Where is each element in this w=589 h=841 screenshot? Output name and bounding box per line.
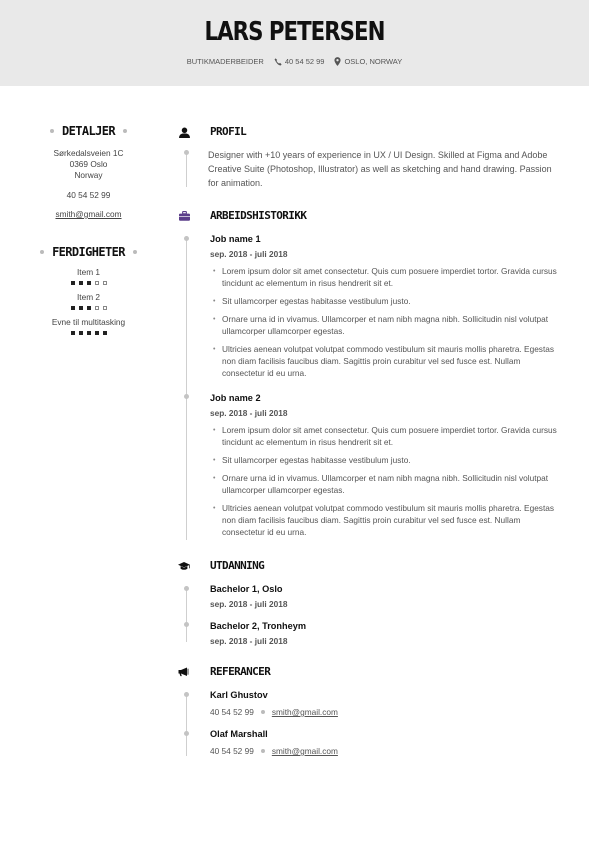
list-item: • Sit ullamcorper egestas habitasse vestibulum justo. — [213, 296, 558, 308]
reference-name-1: Karl Ghustov — [210, 690, 268, 700]
header-location — [334, 57, 402, 66]
job-bullets-1 — [213, 266, 558, 386]
reference-contact-1 — [210, 707, 338, 717]
skill-square-empty — [103, 306, 107, 310]
profile-heading — [178, 125, 247, 138]
skill-square-filled — [71, 331, 75, 335]
header-location-text: OSLO, NORWAY — [344, 57, 403, 66]
education-title-2: Bachelor 2, Tronheym — [210, 621, 306, 631]
list-item: • Ultricies aenean volutpat volutpat commodo vestibulum sit mauris mollis pharetra. Egestas non diam facilisis faucibus diam. Sagittis proin curabitur vel sed fusce est. Nullam consectetur id eu urna. — [213, 344, 558, 379]
skill-square-filled — [95, 331, 99, 335]
list-item: • Lorem ipsum dolor sit amet consectetur. Quis cum posuere imperdiet tortor. Gravida cursus tincidunt ac elementum in risus hendrerit sit et. — [213, 425, 558, 449]
megaphone-icon — [178, 666, 190, 678]
timeline-line — [186, 236, 187, 540]
separator-dot — [261, 749, 265, 753]
header-phone — [274, 57, 325, 66]
header — [0, 0, 589, 86]
education-dates-1: sep. 2018 - juli 2018 — [210, 599, 288, 609]
reference-phone: 40 54 52 99 — [210, 707, 254, 717]
left-column — [20, 124, 157, 335]
list-item: • Ultricies aenean volutpat volutpat commodo vestibulum sit mauris mollis pharetra. Egestas non diam facilisis faucibus diam. Sagittis proin curabitur vel sed fusce est. Nullam consectetur id eu urna. — [213, 503, 558, 538]
list-item: • Lorem ipsum dolor sit amet consectetur. Quis cum posuere imperdiet tortor. Gravida cursus tincidunt ac elementum in risus hendrerit sit et. — [213, 266, 558, 290]
references-heading — [178, 665, 271, 678]
address-line-3: Norway — [74, 170, 103, 180]
phone-icon — [274, 58, 282, 66]
reference-phone: 40 54 52 99 — [210, 746, 254, 756]
skill-square-filled — [71, 306, 75, 310]
graduation-cap-icon — [178, 560, 190, 572]
skills-list — [20, 267, 157, 335]
skill-square-filled — [79, 306, 83, 310]
address-line-1: Sørkedalsveien 1C — [53, 148, 124, 158]
timeline-dot — [184, 622, 189, 627]
timeline-dot — [184, 394, 189, 399]
skills-heading — [20, 245, 157, 259]
skill-square-filled — [71, 281, 75, 285]
briefcase-icon — [178, 210, 190, 222]
person-icon — [178, 126, 190, 138]
job-dates-1: sep. 2018 - juli 2018 — [210, 249, 288, 259]
reference-email-link[interactable]: smith@gmail.com — [271, 707, 338, 717]
education-title-1: Bachelor 1, Oslo — [210, 584, 283, 594]
skill-name: Evne til multitasking — [51, 317, 126, 327]
skill-level — [20, 331, 157, 335]
skill-square-filled — [79, 331, 83, 335]
timeline-line — [186, 586, 187, 642]
job-title: BUTIKMADERBEIDER — [186, 57, 264, 66]
details-heading-text: DETALJER — [62, 124, 115, 138]
details-heading — [20, 124, 157, 138]
timeline-dot — [184, 150, 189, 155]
details-phone: 40 54 52 99 — [66, 190, 111, 200]
timeline-dot — [184, 236, 189, 241]
skill-name: Item 1 — [76, 267, 101, 277]
reference-name-2: Olaf Marshall — [210, 729, 268, 739]
work-heading — [178, 209, 307, 222]
skill-square-filled — [87, 281, 91, 285]
details-email-link[interactable]: smith@gmail.com — [55, 209, 122, 219]
education-heading-text: UTDANNING — [210, 559, 265, 572]
heading-dot — [133, 250, 137, 254]
skill-square-filled — [87, 306, 91, 310]
candidate-name: LARS PETERSEN — [204, 17, 385, 47]
contact-row — [0, 57, 589, 66]
skill-square-empty — [95, 306, 99, 310]
references-heading-text: REFERANCER — [210, 665, 271, 678]
education-dates-2: sep. 2018 - juli 2018 — [210, 636, 288, 646]
timeline-line — [186, 150, 187, 187]
skill-square-empty — [103, 281, 107, 285]
timeline-dot — [184, 692, 189, 697]
heading-dot — [50, 129, 54, 133]
list-item: • Sit ullamcorper egestas habitasse vestibulum justo. — [213, 455, 558, 467]
skill-square-filled — [79, 281, 83, 285]
job-title-2: Job name 2 — [210, 393, 261, 403]
profile-text: Designer with +10 years of experience in UX / UI Design. Skilled at Figma and Adobe Creative Suite (Photoshop, Illustrator) as well as sketching and hand drawing. Passion for animation. — [208, 150, 552, 188]
timeline-dot — [184, 731, 189, 736]
education-heading — [178, 559, 265, 572]
timeline-line — [186, 692, 187, 756]
job-dates-2: sep. 2018 - juli 2018 — [210, 408, 288, 418]
skill-level — [20, 306, 157, 310]
list-item: • Ornare urna id in vivamus. Ullamcorper et nam nibh magna nibh. Sollicitudin nisl volutpat ullamcorper ullamcorper egestas. — [213, 314, 558, 338]
work-heading-text: ARBEIDSHISTORIKK — [210, 209, 307, 222]
skills-heading-text: FERDIGHETER — [52, 245, 125, 259]
job-bullets-2 — [213, 425, 558, 545]
heading-dot — [40, 250, 44, 254]
job-title-1: Job name 1 — [210, 234, 261, 244]
list-item: • Ornare urna id in vivamus. Ullamcorper et nam nibh magna nibh. Sollicitudin nisl volutpat ullamcorper ullamcorper egestas. — [213, 473, 558, 497]
heading-dot — [123, 129, 127, 133]
skill-item — [20, 317, 157, 335]
skill-square-filled — [87, 331, 91, 335]
reference-contact-2 — [210, 746, 338, 756]
profile-heading-text: PROFIL — [210, 125, 247, 138]
separator-dot — [261, 710, 265, 714]
address-line-2: 0369 Oslo — [69, 159, 108, 169]
header-phone-text: 40 54 52 99 — [284, 57, 325, 66]
skill-item — [20, 292, 157, 310]
skill-name: Item 2 — [76, 292, 101, 302]
timeline-dot — [184, 586, 189, 591]
skill-square-filled — [103, 331, 107, 335]
location-pin-icon — [334, 57, 341, 66]
reference-email-link[interactable]: smith@gmail.com — [271, 746, 338, 756]
skill-level — [20, 281, 157, 285]
skill-square-empty — [95, 281, 99, 285]
skill-item — [20, 267, 157, 285]
